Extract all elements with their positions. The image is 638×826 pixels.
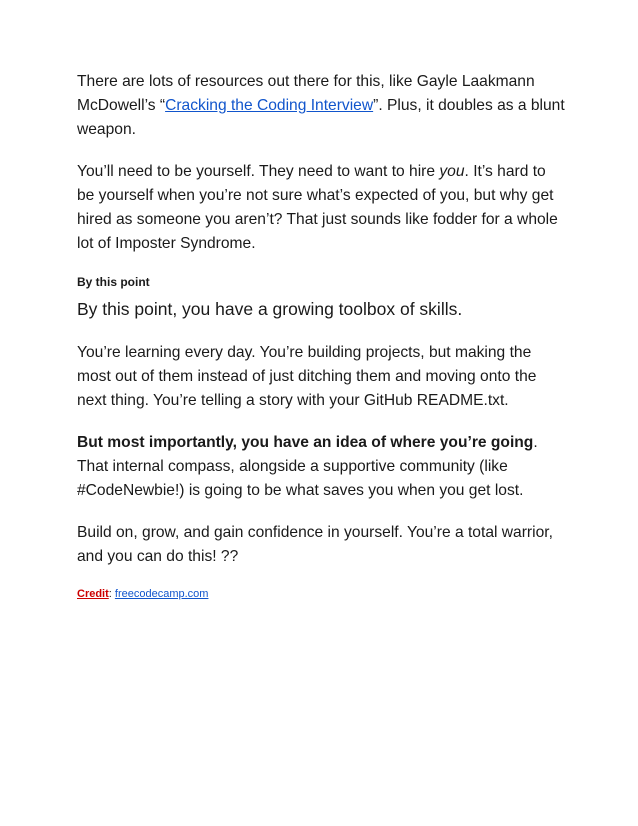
credit-source-link[interactable]: freecodecamp.com [114,588,209,600]
credit-separator: : [108,588,115,600]
emphasis-you: you [439,163,465,180]
paragraph-text: You’ll need to be yourself. They need to want to hire [77,163,440,180]
paragraph-text: . It’s hard to be yourself when you’re not sure what’s expected of you, but why get hired as someone you aren’t? That just sounds like fodder for a whole lot of Imposter Syndrome. [77,163,558,252]
document-page [77,70,567,601]
paragraph-importantly [77,431,567,503]
paragraph-text: . That internal compass, alongside a supportive community (like #CodeNewbie!) is going to be what saves you when you get lost. [77,434,538,499]
credit-line [77,587,567,601]
paragraph-text: There are lots of resources out there for this, like Gayle Laakmann McDowell’s “ [77,73,535,114]
section-heading: By this point [77,275,150,289]
cracking-the-coding-interview-link[interactable]: Cracking the Coding Interview [165,97,374,114]
paragraph-be-yourself [77,160,567,256]
paragraph-build-on: Build on, grow, and gain confidence in yourself. You’re a total warrior, and you can do this! ?? [77,524,553,565]
paragraph-learning: You’re learning every day. You’re building projects, but making the most out of them instead of just ditching them and moving onto the next thing. You’re telling a story with your GitHub README.txt. [77,344,537,409]
credit-label: Credit [77,588,109,600]
paragraph-resources [77,70,567,142]
bold-statement: But most importantly, you have an idea of where you’re going [77,434,534,451]
lead-paragraph: By this point, you have a growing toolbox of skills. [77,299,463,319]
paragraph-text: ”. Plus, it doubles as a blunt weapon. [77,97,565,138]
